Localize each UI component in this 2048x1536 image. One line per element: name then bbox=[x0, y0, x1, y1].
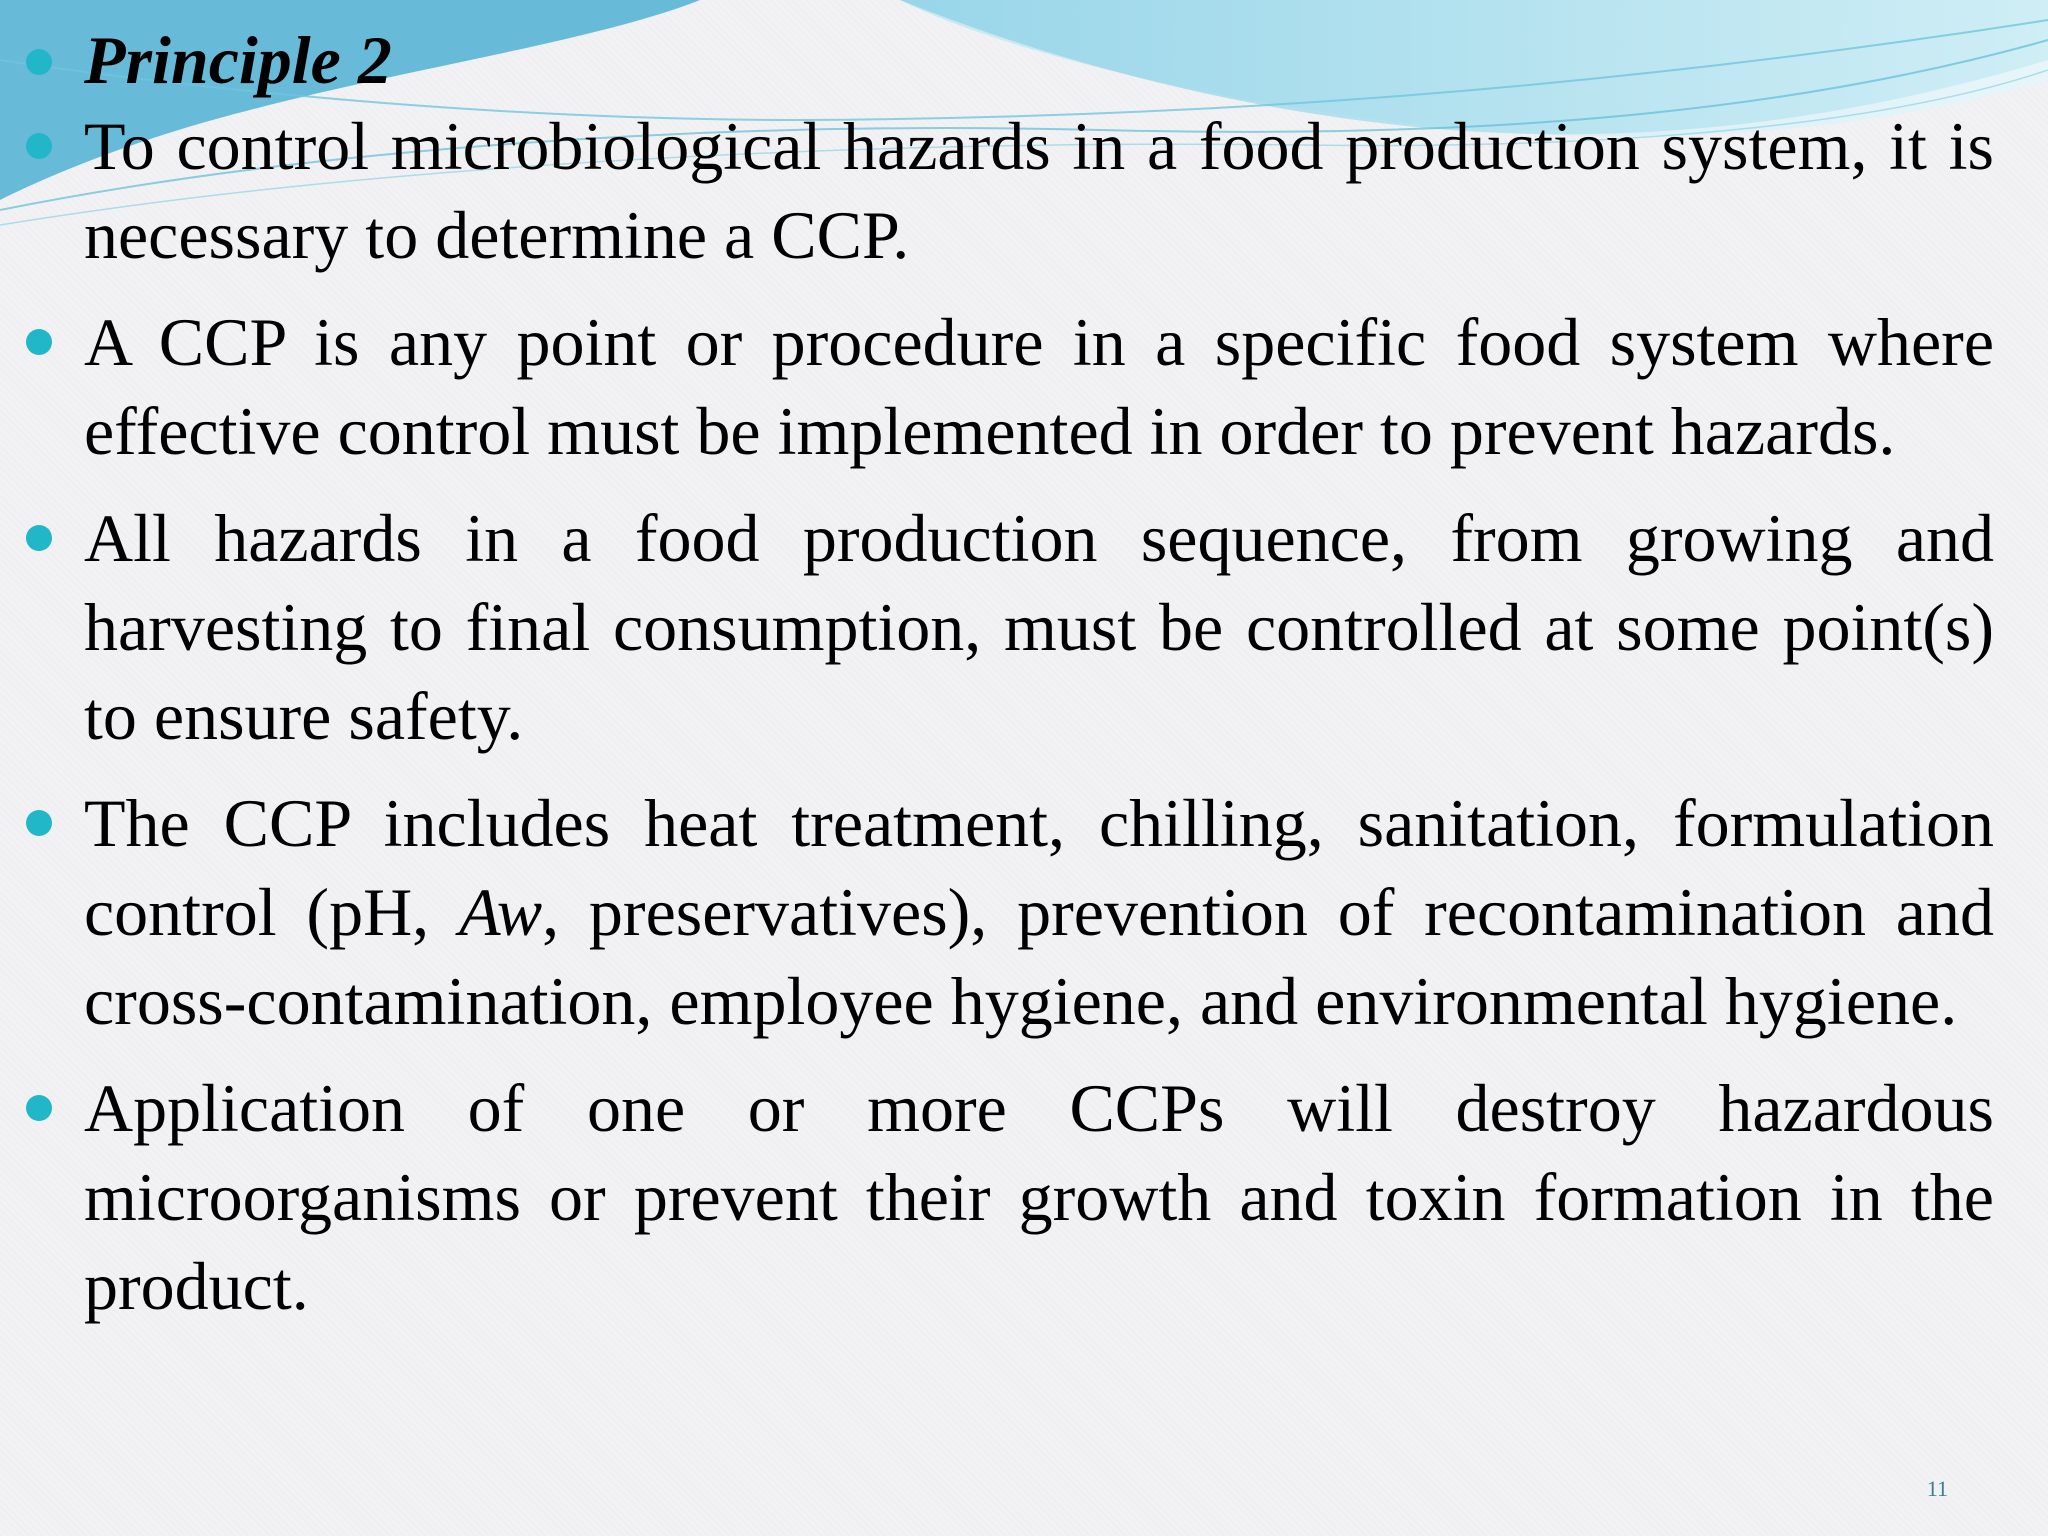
bullet-dot-icon bbox=[26, 1095, 52, 1121]
bullet-item-2 bbox=[84, 298, 1994, 476]
bullet-text-after: , preservatives), prevention of recontamination and cross-contamination, employee hygiene, and environmental hygiene. bbox=[84, 874, 1994, 1039]
bullet-dot-icon bbox=[26, 810, 52, 836]
bullet-text-italic: Aw bbox=[458, 874, 543, 950]
slide-title: Principle 2 bbox=[84, 22, 392, 98]
bullet-text: Application of one or more CCPs will destroy hazardous microorganisms or prevent their growth and toxin formation in the product. bbox=[84, 1070, 1994, 1324]
bullet-dot-icon bbox=[26, 329, 52, 355]
bullet-title bbox=[84, 18, 1994, 102]
bullet-item-3 bbox=[84, 494, 1994, 761]
bullet-dot-icon bbox=[26, 49, 52, 75]
bullet-item-4 bbox=[84, 779, 1994, 1046]
bullet-text: All hazards in a food production sequence, from growing and harvesting to final consumption, must be controlled at some point(s) to ensure safety. bbox=[84, 500, 1994, 754]
page-number: 11 bbox=[1926, 1476, 1948, 1501]
slide-content bbox=[84, 18, 1994, 1349]
bullet-text: A CCP is any point or procedure in a specific food system where effective control must be implemented in order to prevent hazards. bbox=[84, 304, 1994, 469]
bullet-item-1 bbox=[84, 102, 1994, 280]
bullet-dot-icon bbox=[26, 133, 52, 159]
bullet-dot-icon bbox=[26, 525, 52, 551]
bullet-text: To control microbiological hazards in a food production system, it is necessary to determine a CCP. bbox=[84, 108, 1994, 273]
bullet-item-5 bbox=[84, 1064, 1994, 1331]
bullet-text-before: The CCP includes heat treatment, chilling, sanitation, formulation control (pH, bbox=[84, 785, 1994, 950]
